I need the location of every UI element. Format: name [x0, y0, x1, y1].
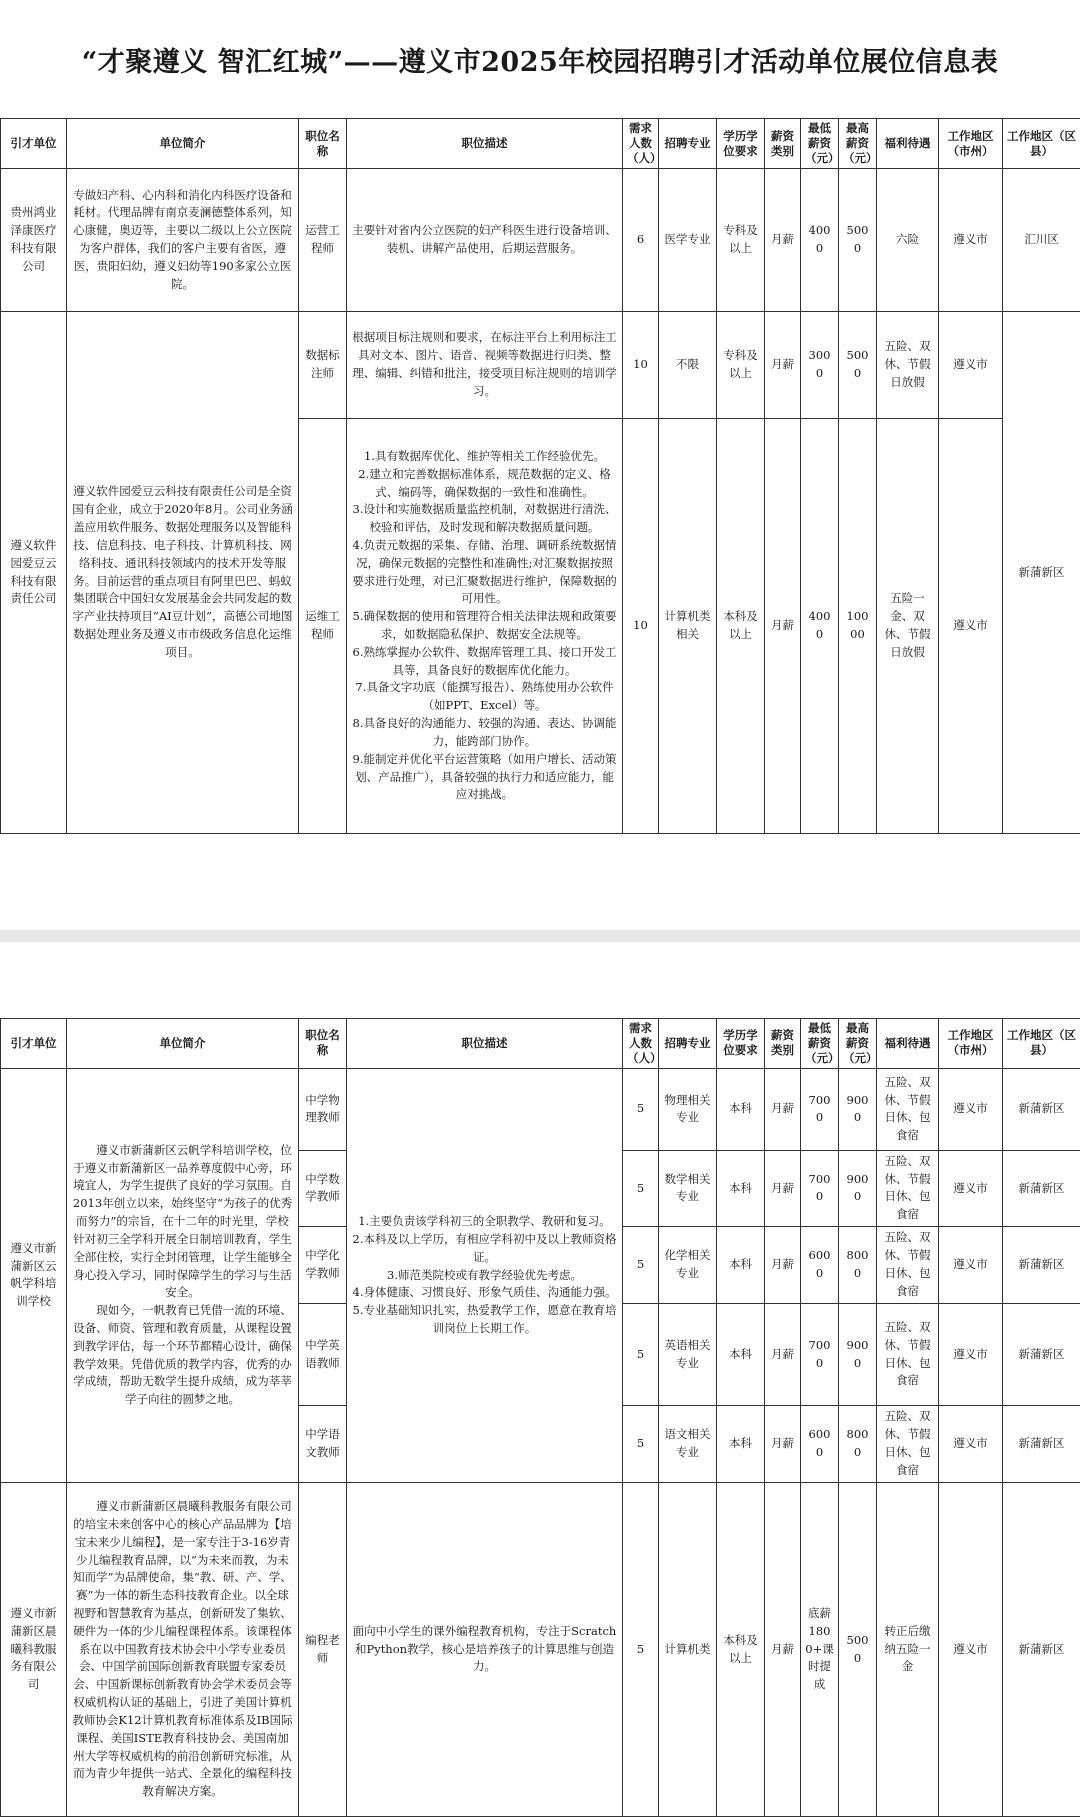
welfare: 六险	[877, 169, 939, 312]
pay-type: 月薪	[765, 1406, 801, 1483]
unit-intro: 遵义软件园爱豆云科技有限责任公司是全资国有企业，成立于2020年8月。公司业务涵盖应用软件服务、数据处理服务以及智能科技、信息科技、电子科技、计算机科技、网络科技、通讯科技领域内的技术开发等服务。目前运营的重点项目有阿里巴巴、蚂蚁集团联合中国妇女发展基金会共同发起的数字产业扶持项目“AI豆计划”，高德公司地图数据处理业务及遵义市市级政务信息化运维项目。	[67, 312, 299, 834]
desc-line: 8.具备良好的沟通能力、较强的沟通、表达、协调能力，能跨部门协作。	[351, 715, 618, 751]
header-intro: 单位简介	[67, 1019, 299, 1069]
welfare: 五险、双休、节假日休、包食宿	[877, 1150, 939, 1226]
desc-line: 3.师范类院校或有教学经验优先考虑。	[351, 1267, 618, 1285]
pay-type: 月薪	[765, 312, 801, 419]
headcount: 10	[623, 419, 659, 834]
desc-line: 4.身体健康、习惯良好、形象气质佳、沟通能力强。	[351, 1284, 618, 1302]
work-city: 遵义市	[939, 1304, 1003, 1406]
max-salary: 5000	[839, 312, 877, 419]
max-salary: 9000	[839, 1150, 877, 1226]
desc-line: 2.本科及以上学历，有相应学科初中及以上教师资格证。	[351, 1231, 618, 1267]
table-row	[1, 1068, 1080, 1150]
header-pay-type: 薪资类别	[765, 119, 801, 169]
work-city: 遵义市	[939, 1068, 1003, 1150]
headcount: 5	[623, 1068, 659, 1150]
header-work-city: 工作地区（市州）	[939, 1019, 1003, 1069]
major: 医学专业	[659, 169, 717, 312]
headcount: 10	[623, 312, 659, 419]
header-welfare: 福利待遇	[877, 119, 939, 169]
education: 本科	[717, 1304, 765, 1406]
header-education: 学历学位要求	[717, 119, 765, 169]
min-salary: 4000	[801, 419, 839, 834]
headcount: 5	[623, 1150, 659, 1226]
job-title: 中学语文教师	[299, 1406, 347, 1483]
max-salary: 8000	[839, 1406, 877, 1483]
header-max-salary: 最高薪资（元）	[839, 119, 877, 169]
desc-line: 1.主要负责该学科初三的全职教学、教研和复习。	[351, 1213, 618, 1231]
job-title: 中学化学教师	[299, 1227, 347, 1304]
headcount: 5	[623, 1483, 659, 1817]
job-description	[347, 419, 623, 834]
header-education: 学历学位要求	[717, 1019, 765, 1069]
header-min-salary: 最低薪资（元）	[801, 119, 839, 169]
major: 物理相关专业	[659, 1068, 717, 1150]
headcount: 5	[623, 1406, 659, 1483]
intro-paragraph: 遵义市新蒲新区云帆学科培训学校，位于遵义市新蒲新区一品养尊度假中心旁，环境宜人，为学生提供了良好的学习氛围。自2013年创立以来，始终坚守“为孩子的优秀而努力”的宗旨，在十二年的时光里，学校针对初三全学科开展全日制培训教育，学生全部住校，实行全封闭管理，让学生能够全身心投入学习，同时保障学生的学习与生活安全。	[71, 1142, 294, 1302]
work-city: 遵义市	[939, 419, 1003, 834]
desc-line: 4.负责元数据的采集、存储、治理、调研系统数据情况，确保元数据的完整性和准确性;对汇聚数据按照要求进行处理，对已汇聚数据进行维护，保障数据的可用性。	[351, 537, 618, 608]
education: 专科及以上	[717, 169, 765, 312]
work-county: 新蒲新区	[1003, 1068, 1080, 1150]
job-description: 主要针对省内公立医院的妇产科医生进行设备培训、装机、讲解产品使用，后期运营服务。	[347, 169, 623, 312]
desc-line: 5.确保数据的使用和管理符合相关法律法规和政策要求，如数据隐私保护、数据安全法规等。	[351, 608, 618, 644]
header-pay-type: 薪资类别	[765, 1019, 801, 1069]
pay-type: 月薪	[765, 1227, 801, 1304]
headcount: 5	[623, 1227, 659, 1304]
welfare: 五险、双休、节假日休、包食宿	[877, 1304, 939, 1406]
welfare: 五险、双休、节假日休、包食宿	[877, 1227, 939, 1304]
unit-intro: 专做妇产科、心内科和消化内科医疗设备和耗材。代理品牌有南京麦澜德整体系列，知心康健，奥迈等，主要以二级以上公立医院为客户群体，我们的客户主要有省医，遵医，贵阳妇幼，遵义妇幼等190多家公立医院。	[67, 169, 299, 312]
job-title: 编程老师	[299, 1483, 347, 1817]
work-city: 遵义市	[939, 169, 1003, 312]
header-job-title: 职位名称	[299, 1019, 347, 1069]
min-salary: 7000	[801, 1304, 839, 1406]
work-county: 新蒲新区	[1003, 1227, 1080, 1304]
education: 本科	[717, 1150, 765, 1226]
welfare: 五险、双休、节假日休、包食宿	[877, 1068, 939, 1150]
unit-name: 遵义软件园爱豆云科技有限责任公司	[1, 312, 67, 834]
welfare: 转正后缴纳五险一金	[877, 1483, 939, 1817]
header-min-salary: 最低薪资（元）	[801, 1019, 839, 1069]
min-salary: 3000	[801, 312, 839, 419]
header-row	[1, 1019, 1080, 1069]
work-county: 新蒲新区	[1003, 1150, 1080, 1226]
desc-line: 9.能制定并优化平台运营策略（如用户增长、活动策划、产品推广），具备较强的执行力和适应能力，能应对挑战。	[351, 751, 618, 804]
header-major: 招聘专业	[659, 1019, 717, 1069]
work-county: 新蒲新区	[1003, 1304, 1080, 1406]
table-row	[1, 1483, 1080, 1817]
education: 专科及以上	[717, 312, 765, 419]
major: 计算机类相关	[659, 419, 717, 834]
job-title: 中学数学教师	[299, 1150, 347, 1226]
job-title: 数据标注师	[299, 312, 347, 419]
major: 化学相关专业	[659, 1227, 717, 1304]
job-title: 中学英语教师	[299, 1304, 347, 1406]
table-row	[1, 312, 1080, 419]
header-unit: 引才单位	[1, 119, 67, 169]
recruitment-table-2	[0, 1018, 1080, 1817]
page-title: “才聚遵义 智汇红城”——遵义市2025年校园招聘引才活动单位展位信息表	[0, 40, 1080, 79]
unit-name: 遵义市新蒲新区云帆学科培训学校	[1, 1068, 67, 1482]
header-job-title: 职位名称	[299, 119, 347, 169]
header-intro: 单位简介	[67, 119, 299, 169]
pay-type: 月薪	[765, 1068, 801, 1150]
pay-type: 月薪	[765, 1304, 801, 1406]
unit-intro: 遵义市新蒲新区晨曦科教服务有限公司的培宝未来创客中心的核心产品品牌为【培宝未来少儿编程】，是一家专注于3-16岁青少儿编程教育品牌，以“为未来而教，为未知而学”为品牌使命，集“教、研、产、学、赛”为一体的新生态科技教育企业。以全球视野和智慧教育为基点，创新研发了集软、硬件为一体的少儿编程课程体系。该课程体系在以中国教育技术协会中小学专业委员会、中国学前国际创新教育联盟专家委员会、中国新课标创新教育协会学术委员会等权威机构认证的基础上，引进了美国计算机教师协会K12计算机教育标准体系及IB国际课程、美国ISTE教育科技协会、美国南加州大学等权威机构的前沿创新研究标准，从而为青少年提供一站式、全景化的编程科技教育解决方案。	[67, 1483, 299, 1817]
pay-type: 月薪	[765, 1150, 801, 1226]
desc-line: 5.专业基础知识扎实，热爱教学工作，愿意在教育培训岗位上长期工作。	[351, 1302, 618, 1338]
education: 本科及以上	[717, 1483, 765, 1817]
major: 不限	[659, 312, 717, 419]
header-headcount: 需求人数（人）	[623, 1019, 659, 1069]
headcount: 5	[623, 1304, 659, 1406]
major: 英语相关专业	[659, 1304, 717, 1406]
unit-name: 贵州鸿业泽康医疗科技有限公司	[1, 169, 67, 312]
max-salary: 9000	[839, 1068, 877, 1150]
header-row	[1, 119, 1080, 169]
header-unit: 引才单位	[1, 1019, 67, 1069]
welfare: 五险一金、双休、节假日放假	[877, 419, 939, 834]
education: 本科	[717, 1406, 765, 1483]
pay-type: 月薪	[765, 169, 801, 312]
education: 本科及以上	[717, 419, 765, 834]
work-city: 遵义市	[939, 1150, 1003, 1226]
welfare: 五险、双休、节假日休、包食宿	[877, 1406, 939, 1483]
page-separator	[0, 930, 1080, 942]
header-work-city: 工作地区（市州）	[939, 119, 1003, 169]
job-title: 运营工程师	[299, 169, 347, 312]
education: 本科	[717, 1227, 765, 1304]
max-salary: 5000	[839, 1483, 877, 1817]
job-title: 中学物理教师	[299, 1068, 347, 1150]
header-work-county: 工作地区（区县）	[1003, 1019, 1080, 1069]
work-county: 汇川区	[1003, 169, 1080, 312]
desc-line: 6.熟练掌握办公软件、数据库管理工具、接口开发工具等，具备良好的数据库优化能力。	[351, 644, 618, 680]
desc-line: 3.设计和实施数据质量监控机制，对数据进行清洗、校验和评估，及时发现和解决数据质量问题。	[351, 501, 618, 537]
header-max-salary: 最高薪资（元）	[839, 1019, 877, 1069]
major: 语文相关专业	[659, 1406, 717, 1483]
max-salary: 5000	[839, 169, 877, 312]
unit-name: 遵义市新蒲新区晨曦科教服务有限公司	[1, 1483, 67, 1817]
work-city: 遵义市	[939, 1227, 1003, 1304]
min-salary: 4000	[801, 169, 839, 312]
job-title: 运维工程师	[299, 419, 347, 834]
header-major: 招聘专业	[659, 119, 717, 169]
work-county: 新蒲新区	[1003, 1483, 1080, 1817]
pay-type: 月薪	[765, 1483, 801, 1817]
pay-type: 月薪	[765, 419, 801, 834]
header-job-desc: 职位描述	[347, 1019, 623, 1069]
work-city: 遵义市	[939, 312, 1003, 419]
max-salary: 9000	[839, 1304, 877, 1406]
job-description: 根据项目标注规则和要求，在标注平台上利用标注工具对文本、图片、语音、视频等数据进行归类、整理、编辑、纠错和批注，接受项目标注规则的培训学习。	[347, 312, 623, 419]
work-city: 遵义市	[939, 1406, 1003, 1483]
work-city: 遵义市	[939, 1483, 1003, 1817]
desc-line: 7.具备文字功底（能撰写报告）、熟练使用办公软件（如PPT、Excel）等。	[351, 679, 618, 715]
desc-line: 2.建立和完善数据标准体系，规范数据的定义、格式、编码等，确保数据的一致性和准确性。	[351, 466, 618, 502]
major: 计算机类	[659, 1483, 717, 1817]
header-headcount: 需求人数（人）	[623, 119, 659, 169]
job-description	[347, 1068, 623, 1482]
welfare: 五险、双休、节假日放假	[877, 312, 939, 419]
min-salary: 7000	[801, 1068, 839, 1150]
major: 数学相关专业	[659, 1150, 717, 1226]
recruitment-table-1	[0, 118, 1080, 834]
intro-paragraph: 现如今，一帆教育已凭借一流的环境、设备、师资、管理和教育质量，从课程设置到教学评估，每一个环节都精心设计，确保教学效果。凭借优质的教学内容，优秀的办学成绩，帮助无数学生提升成绩，成为莘莘学子向往的圆梦之地。	[71, 1302, 294, 1409]
work-county: 新蒲新区	[1003, 1406, 1080, 1483]
header-welfare: 福利待遇	[877, 1019, 939, 1069]
job-description: 面向中小学生的课外编程教育机构，专注于Scratch和Python教学，核心是培养孩子的计算思维与创造力。	[347, 1483, 623, 1817]
min-salary: 7000	[801, 1150, 839, 1226]
min-salary: 底薪1800+课时提成	[801, 1483, 839, 1817]
header-job-desc: 职位描述	[347, 119, 623, 169]
header-work-county: 工作地区（区县）	[1003, 119, 1080, 169]
desc-line: 1.具有数据库优化、维护等相关工作经验优先。	[351, 448, 618, 466]
min-salary: 6000	[801, 1406, 839, 1483]
max-salary: 8000	[839, 1227, 877, 1304]
education: 本科	[717, 1068, 765, 1150]
max-salary: 10000	[839, 419, 877, 834]
table-row	[1, 169, 1080, 312]
work-county: 新蒲新区	[1003, 312, 1080, 834]
headcount: 6	[623, 169, 659, 312]
unit-intro	[67, 1068, 299, 1482]
min-salary: 6000	[801, 1227, 839, 1304]
